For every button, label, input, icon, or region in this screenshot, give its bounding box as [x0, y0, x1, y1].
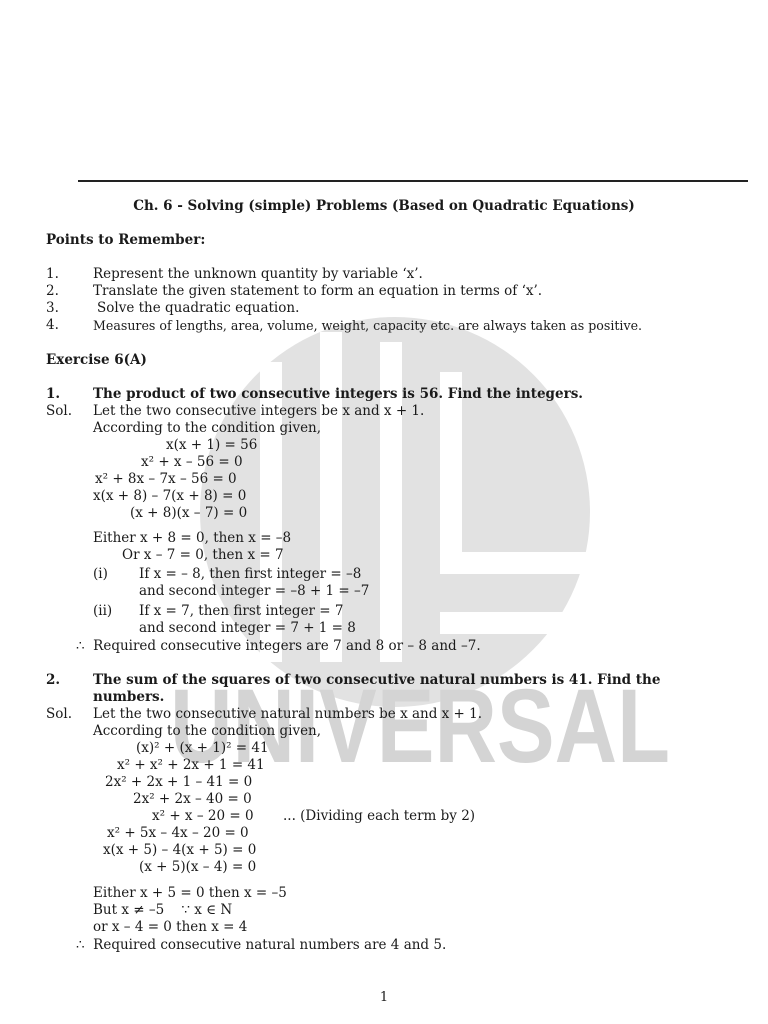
question-text: The product of two consecutive integers is 56. Find the integers.: [93, 386, 583, 402]
watermark-text: UNIVERSAL: [170, 668, 670, 772]
solution-line: If x = 7, then first integer = 7: [139, 603, 344, 619]
equation-note: ... (Dividing each term by 2): [283, 808, 476, 824]
question-number: 2.: [46, 672, 61, 688]
solution-line: Or x – 7 = 0, then x = 7: [122, 547, 284, 563]
question-text: The sum of the squares of two consecutive natural numbers is 41. Find the: [93, 672, 661, 688]
points-heading: Points to Remember:: [46, 232, 206, 248]
equation-line: x² + 5x – 4x – 20 = 0: [107, 825, 249, 841]
point-number: 1.: [46, 266, 59, 282]
point-number: 4.: [46, 317, 59, 333]
solution-line: Let the two consecutive integers be x and x + 1.: [93, 403, 425, 419]
equation-line: 2x² + 2x – 40 = 0: [133, 791, 252, 807]
point-number: 2.: [46, 283, 59, 299]
case-label: (i): [93, 566, 108, 582]
point-number: 3.: [46, 300, 59, 316]
case-label: (ii): [93, 603, 113, 619]
equation-line: (x)² + (x + 1)² = 41: [136, 740, 269, 756]
solution-line: and second integer = 7 + 1 = 8: [139, 620, 356, 636]
solution-line: But x ≠ –5 ∵ x ∈ N: [93, 902, 233, 918]
solution-line: Either x + 8 = 0, then x = –8: [93, 530, 292, 546]
question-text: numbers.: [93, 689, 165, 705]
equation-line: x(x + 5) – 4(x + 5) = 0: [103, 842, 257, 858]
conclusion-line: ∴ Required consecutive integers are 7 and 8 or – 8 and –7.: [76, 638, 481, 654]
point-text: Translate the given statement to form an equation in terms of ‘x’.: [93, 283, 543, 299]
solution-label: Sol.: [46, 706, 72, 722]
equation-line: (x + 8)(x – 7) = 0: [130, 505, 248, 521]
solution-line: If x = – 8, then first integer = –8: [139, 566, 362, 582]
solution-line: According to the condition given,: [93, 420, 322, 436]
solution-line: Either x + 5 = 0 then x = –5: [93, 885, 287, 901]
question-number: 1.: [46, 386, 61, 402]
point-text: Solve the quadratic equation.: [97, 300, 300, 316]
point-text: Measures of lengths, area, volume, weight, capacity etc. are always taken as positive.: [93, 318, 643, 333]
solution-label: Sol.: [46, 403, 72, 419]
equation-line: x² + x – 56 = 0: [141, 454, 243, 470]
header-rule: [78, 180, 748, 182]
page-number: 1: [379, 990, 389, 1005]
solution-line: Let the two consecutive natural numbers be x and x + 1.: [93, 706, 483, 722]
equation-line: x² + 8x – 7x – 56 = 0: [95, 471, 237, 487]
equation-line: 2x² + 2x + 1 – 41 = 0: [105, 774, 253, 790]
equation-line: x(x + 1) = 56: [166, 437, 258, 453]
solution-line: or x – 4 = 0 then x = 4: [93, 919, 248, 935]
equation-line: x(x + 8) – 7(x + 8) = 0: [93, 488, 247, 504]
equation-line: (x + 5)(x – 4) = 0: [139, 859, 257, 875]
point-text: Represent the unknown quantity by variable ‘x’.: [93, 266, 423, 282]
page-title: Ch. 6 - Solving (simple) Problems (Based on Quadratic Equations): [133, 198, 635, 214]
solution-line: and second integer = –8 + 1 = –7: [139, 583, 370, 599]
equation-line: x² + x – 20 = 0: [152, 808, 254, 824]
equation-line: x² + x² + 2x + 1 = 41: [117, 757, 265, 773]
exercise-title: Exercise 6(A): [46, 352, 147, 368]
conclusion-line: ∴ Required consecutive natural numbers are 4 and 5.: [76, 937, 447, 953]
solution-line: According to the condition given,: [93, 723, 322, 739]
